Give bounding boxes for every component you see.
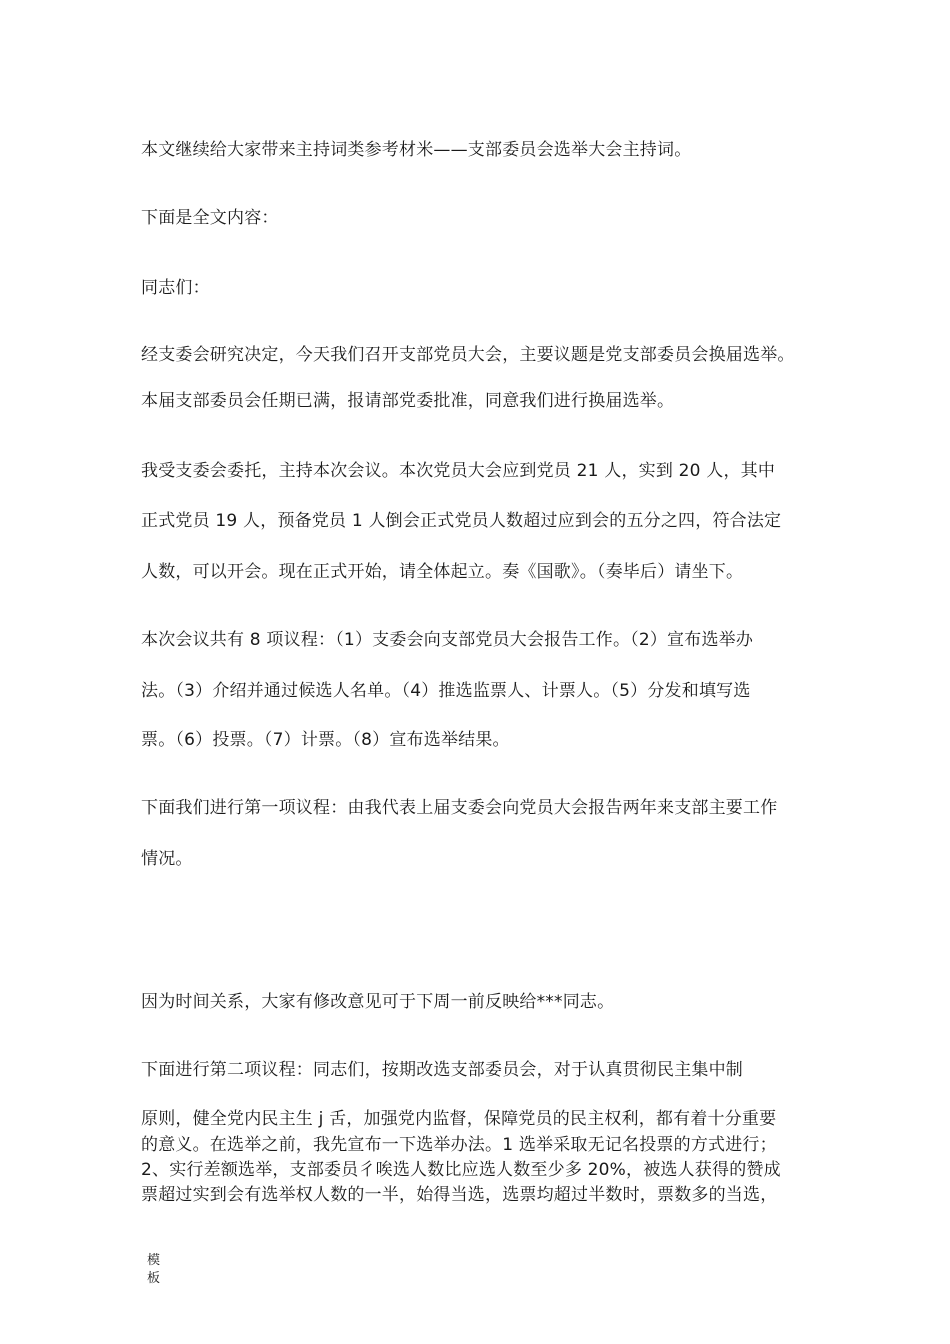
paragraph-line: 经支委会研究决定，今天我们召开支部党员大会，主要议题是党支部委员会换届选举。 (141, 345, 795, 365)
agenda-line: 法。（3）介绍并通过候选人名单。（4）推选监票人、计票人。（5）分发和填写选 (141, 681, 751, 701)
paragraph-line: 下面我们进行第一项议程：由我代表上届支委会向党员大会报告两年来支部主要工作 (141, 798, 778, 818)
full-text-label: 下面是全文内容： (141, 208, 279, 228)
paragraph-line: 我受支委会委托，主持本次会议。本次党员大会应到党员 21 人，实到 20 人，其中 (141, 461, 776, 481)
paragraph-line: 情况。 (141, 849, 193, 869)
paragraph-line: 的意义。在选举之前，我先宣布一下选举办法。1 选举采取无记名投票的方式进行； (141, 1135, 777, 1155)
greeting-line: 同志们： (141, 278, 210, 298)
intro-line: 本文继续给大家带来主持词类参考材米——支部委员会选举大会主持词。 (141, 140, 692, 160)
paragraph-line: 因为时间关系，大家有修改意见可于下周一前反映给***同志。 (141, 992, 615, 1012)
paragraph-line: 本届支部委员会任期已满，报请部党委批准，同意我们进行换届选举。 (141, 391, 675, 411)
paragraph-line: 2、实行差额选举，支部委员彳唉选人数比应选人数至少多 20%，被选人获得的赞成 (141, 1160, 781, 1180)
paragraph-line: 正式党员 19 人，预备党员 1 人倒会正式党员人数超过应到会的五分之四，符合法定 (141, 511, 782, 531)
paragraph-line: 人数，可以开会。现在正式开始，请全体起立。奏《国歌》。（奏毕后）请坐下。 (141, 562, 744, 582)
agenda-line: 本次会议共有 8 项议程：（1）支委会向支部党员大会报告工作。（2）宣布选举办 (141, 630, 754, 650)
paragraph-line: 下面进行第二项议程：同志们，按期改选支部委员会，对于认真贯彻民主集中制 (141, 1060, 743, 1080)
agenda-line: 票。（6）投票。（7）计票。（8）宣布选举结果。 (141, 730, 510, 750)
paragraph-line: 票超过实到会有选举权人数的一半，始得当选，选票均超过半数时，票数多的当选， (141, 1185, 778, 1205)
footer-template-label: 模板 (147, 1253, 161, 1286)
paragraph-line: 原则，健全党内民主生 j 舌，加强党内监督，保障党员的民主权利，都有着十分重要 (141, 1109, 777, 1129)
